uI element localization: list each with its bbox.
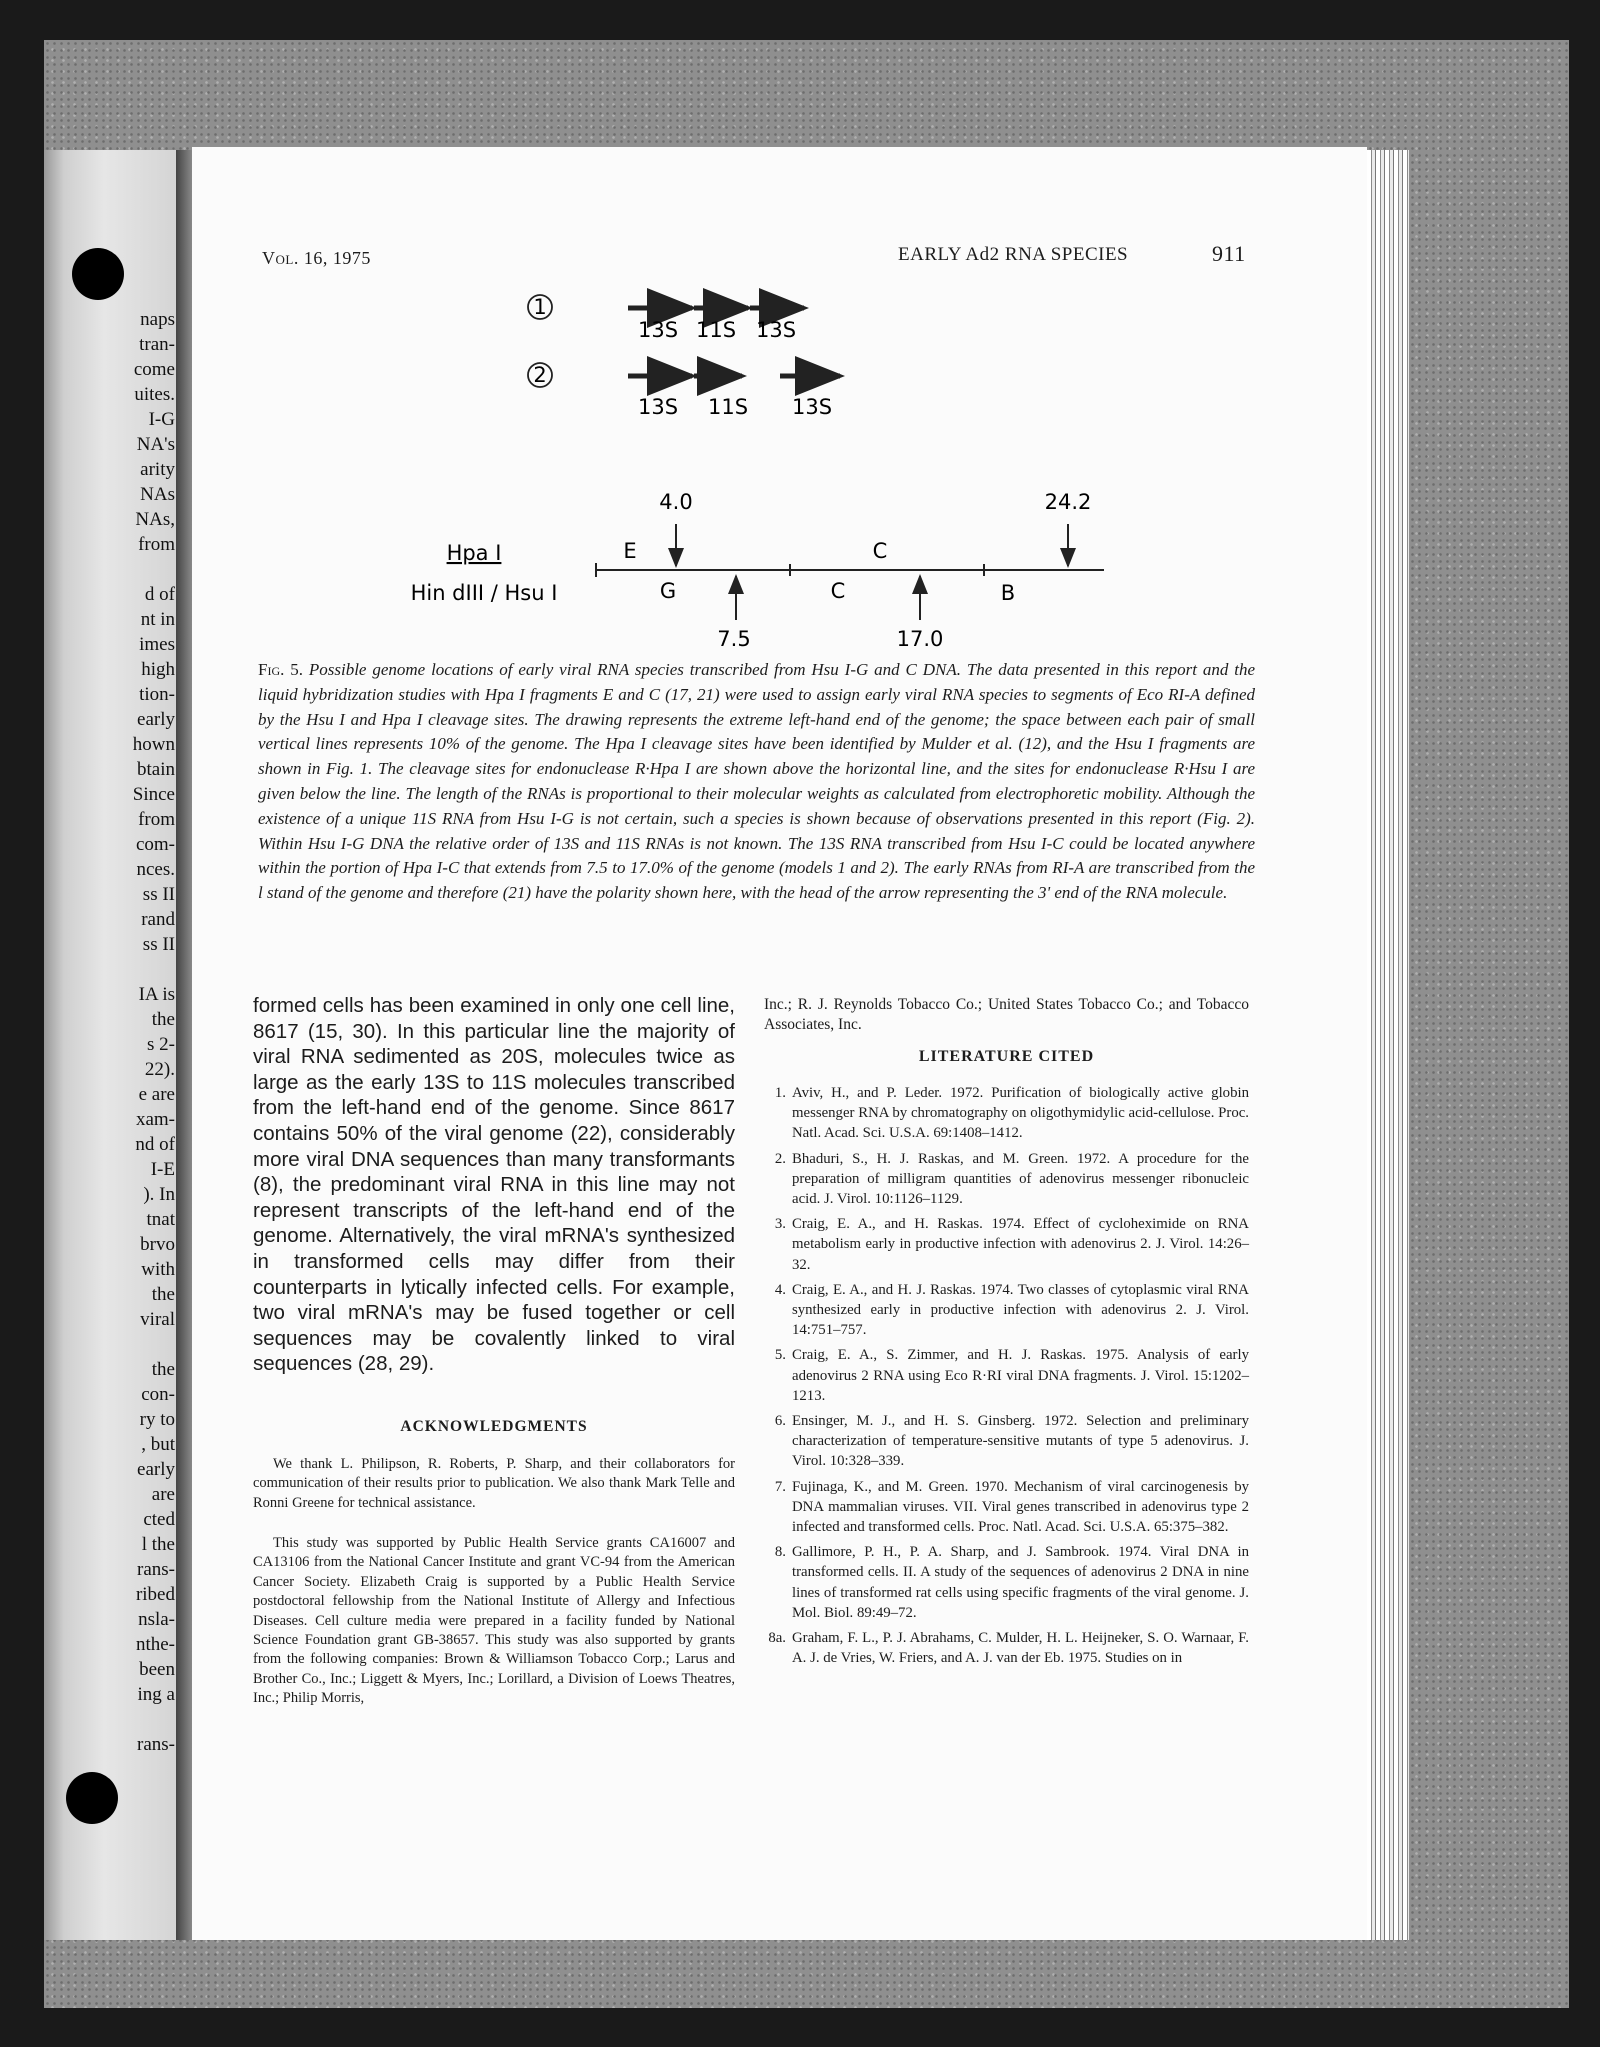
facing-page-line: cted: [143, 1509, 175, 1530]
figure-caption: [258, 658, 1255, 906]
reference-number: 5.: [774, 1347, 786, 1364]
facing-page-line: NAs,: [135, 509, 175, 530]
hsu-site-2: 17.0: [896, 627, 944, 651]
hpa-site-1: 4.0: [659, 490, 693, 514]
facing-page-line: the: [151, 1009, 175, 1030]
facing-page-line: viral: [140, 1309, 175, 1330]
facing-page-line: ss II: [142, 934, 175, 955]
facing-page-line: , but: [141, 1434, 175, 1455]
reference-text: Ensinger, M. J., and H. S. Ginsberg. 1972. Selection and preliminary characterization of temperature-sensitive mutants of type 5 adenovirus. J. Virol. 10:328–339.: [792, 1413, 1249, 1470]
facing-page-line: btain: [137, 759, 175, 780]
reference-item: [764, 1280, 1249, 1341]
reference-number: 8.: [774, 1544, 786, 1561]
reference-text: Craig, E. A., and H. J. Raskas. 1974. Two classes of cytoplasmic viral RNA synthesized early in productive infection with adenovirus 2. J. Virol. 14:751–757.: [792, 1281, 1249, 1339]
facing-page-line: been: [139, 1659, 175, 1680]
facing-page-line: tion-: [139, 684, 175, 705]
literature-heading: LITERATURE CITED: [918, 1048, 1095, 1065]
fragment-below-1: G: [659, 579, 677, 603]
facing-page-line: brvo: [140, 1234, 175, 1255]
reference-item: [764, 1083, 1249, 1144]
model-2-rna-1: 13S: [637, 395, 679, 419]
facing-page-line: with: [141, 1259, 175, 1280]
caption-lead: Fig. 5.: [258, 660, 303, 679]
reference-text: Craig, E. A., S. Zimmer, and H. J. Raskas. 1975. Analysis of early adenovirus 2 RNA using Eco R·RI viral DNA fragments. J. Virol. 15:1202–1213.: [792, 1347, 1249, 1404]
facing-page-line: uites.: [134, 384, 175, 405]
reference-item: [764, 1477, 1249, 1538]
facing-page-line: nt in: [140, 609, 175, 630]
reference-number: 7.: [774, 1478, 786, 1495]
reference-item: [764, 1149, 1249, 1210]
facing-page-line: rand: [141, 909, 175, 930]
facing-page-line: con-: [141, 1384, 175, 1405]
reference-number: 3.: [774, 1216, 786, 1233]
facing-page-line: rans-: [137, 1734, 175, 1755]
facing-page-line: e are: [138, 1084, 175, 1105]
facing-page-line: high: [141, 659, 175, 680]
binder-hole-top: [72, 248, 124, 300]
model-2-rna-3: 13S: [791, 395, 833, 419]
fragment-below-3: B: [1000, 581, 1016, 605]
acknowledgments-continued: Inc.; R. J. Reynolds Tobacco Co.; United States Tobacco Co.; and Tobacco Associates, Inc.: [764, 996, 1249, 1033]
facing-page-line: from: [138, 809, 175, 830]
running-title: EARLY Ad2 RNA SPECIES: [898, 244, 1129, 265]
reference-text: Aviv, H., and P. Leder. 1972. Purification of biologically active globin messenger RNA by chromatography on oligothymidylic acid-cellulose. Proc. Natl. Acad. Sci. U.S.A. 69:1408–1412.: [792, 1085, 1249, 1142]
facing-page-line: ). In: [143, 1184, 175, 1205]
facing-page-line: d of: [144, 584, 175, 605]
facing-page-line: ss II: [142, 884, 175, 905]
model-1-rna-1: 13S: [637, 318, 679, 342]
binder-hole-bottom: [66, 1772, 118, 1824]
facing-page-line: early: [137, 709, 175, 730]
hpa-site-2: 24.2: [1044, 490, 1092, 514]
facing-page-line: tran-: [139, 334, 175, 355]
fragment-above-2: C: [872, 539, 888, 563]
facing-page-line: hown: [132, 734, 175, 755]
model-2-label: 2: [533, 363, 547, 387]
volume-label: Vol. 16, 1975: [262, 248, 371, 268]
facing-page-line: ing a: [137, 1684, 175, 1705]
hpa-label: Hpa I: [446, 541, 502, 565]
facing-page-line: s 2-: [147, 1034, 175, 1055]
facing-page-line: I-E: [150, 1159, 175, 1180]
facing-page-line: I-G: [148, 409, 175, 430]
facing-page-line: com-: [135, 834, 175, 855]
reference-number: 1.: [774, 1085, 786, 1101]
acknowledgments-p2: This study was supported by Public Health Service grants CA16007 and CA13106 from the National Cancer Institute and grant VC-94 from the American Cancer Society. Elizabeth Craig is supported by a Public Health Service postdoctoral fellowship from the National Institute of Allergy and Infectious Diseases. Cell culture media were prepared in a facility funded by National Science Foundation grant GB-38657. This study was also supported by grants from the following companies: Brown & Williamson Tobacco Corp.; Larus and Brother Co., Inc.; Liggett & Myers, Inc.; Lorillard, a Division of Loews Theatres, Inc.; Philip Morris,: [253, 1535, 735, 1707]
hsu-site-1: 7.5: [717, 627, 751, 651]
reference-text: Craig, E. A., and H. Raskas. 1974. Effect of cycloheximide on RNA metabolism early in productive infection with adenovirus 2. J. Virol. 14:26–32.: [792, 1216, 1249, 1273]
reference-item: [764, 1345, 1249, 1406]
facing-page-line: nsla-: [138, 1609, 175, 1630]
facing-page-line: ribed: [135, 1584, 175, 1605]
reference-text: Bhaduri, S., H. J. Raskas, and M. Green. 1972. A procedure for the preparation of milligram quantities of adenovirus messenger ribonucleic acid. J. Virol. 10:1126–1129.: [792, 1150, 1249, 1208]
facing-page-line: ry to: [139, 1409, 175, 1430]
page-stack-edges: [1367, 150, 1409, 1940]
reference-text: Fujinaga, K., and M. Green. 1970. Mechanism of viral carcinogenesis by DNA mammalian viruses. VII. Viral genes transcribed in adenovirus type 2 infected and transformed cells. Proc. Natl. Acad. Sci. U.S.A. 65:375–382.: [792, 1478, 1249, 1536]
facing-page-line: arity: [140, 459, 175, 480]
facing-page-line: the: [151, 1359, 175, 1380]
facing-page-line: from: [138, 534, 175, 555]
facing-page-line: Since: [132, 784, 175, 805]
model-1-label: 1: [533, 295, 547, 319]
facing-page-line: NAs: [140, 484, 175, 505]
reference-number: 2.: [774, 1150, 786, 1167]
facing-page-line: come: [133, 359, 175, 380]
facing-page-line: IA is: [138, 984, 175, 1005]
reference-number: 6.: [774, 1413, 786, 1430]
facing-page-line: nd of: [135, 1134, 175, 1155]
facing-page-line: early: [137, 1459, 175, 1480]
reference-item: [764, 1411, 1249, 1472]
fragment-above-1: E: [623, 539, 637, 563]
facing-page-line: nthe-: [135, 1634, 175, 1655]
facing-page-edge: [44, 150, 179, 1940]
model-1-rna-3: 13S: [755, 318, 797, 342]
facing-page-line: the: [151, 1284, 175, 1305]
facing-page-line: xam-: [135, 1109, 175, 1130]
facing-page-line: nces.: [136, 859, 175, 880]
genome-map-figure: [380, 280, 1140, 660]
page-number: 911: [1212, 241, 1246, 266]
facing-page-line: NA's: [136, 434, 175, 455]
reference-text: Gallimore, P. H., P. A. Sharp, and J. Sambrook. 1974. Viral DNA in transformed cells. II. A study of the sequences of adenovirus 2 DNA in nine lines of transformed rat cells using specific fragments of the viral genome. J. Mol. Biol. 89:49–72.: [792, 1544, 1249, 1621]
reference-item: [764, 1542, 1249, 1623]
facing-page-line: 22).: [144, 1059, 175, 1080]
facing-page-line: imes: [139, 634, 175, 655]
reference-item: [764, 1214, 1249, 1275]
hin-hsu-label: Hin dIII / Hsu I: [410, 581, 558, 605]
facing-page-line: are: [151, 1484, 175, 1505]
model-2-rna-2: 11S: [707, 395, 749, 419]
reference-list: [764, 1083, 1249, 1673]
reference-number: 4.: [774, 1281, 786, 1298]
acknowledgments-p1: We thank L. Philipson, R. Roberts, P. Sharp, and their collaborators for communication of their results prior to publication. We also thank Mark Telle and Ronni Greene for technical assistance.: [253, 1456, 735, 1511]
caption-text: Possible genome locations of early viral RNA species transcribed from Hsu I-G and C DNA. The data presented in this report and the liquid hybridization studies with Hpa I fragments E and C (17, 21) were used to assign early viral RNA species to segments of Eco RI-A defined by the Hsu I and Hpa I cleavage sites. The drawing represents the extreme left-hand end of the genome; the space between each pair of small vertical lines represents 10% of the genome. The Hpa I cleavage sites have been identified by Mulder et al. (12), and the Hsu I fragments are shown in Fig. 1. The cleavage sites for endonuclease R·Hpa I are shown above the horizontal line, and the sites for endonuclease R·Hsu I are given below the line. The length of the RNAs is proportional to their molecular weights as calculated from electrophoretic mobility. Although the existence of a unique 11S RNA from Hsu I-G is not certain, such a species is shown because of observations presented in this report (Fig. 2). Within Hsu I-G DNA the relative order of 13S and 11S RNAs is not known. The 13S RNA transcribed from Hsu I-C could be located anywhere within the portion of Hpa I-C that extends from 7.5 to 17.0% of the genome (models 1 and 2). The early RNAs from RI-A are transcribed from the l stand of the genome and therefore (21) have the polarity shown here, with the head of the arrow representing the 3' end of the RNA molecule.: [258, 660, 1256, 903]
reference-number: 8a.: [768, 1630, 786, 1647]
reference-item: [764, 1628, 1249, 1668]
facing-page-line: tnat: [146, 1209, 175, 1230]
fragment-below-2: C: [830, 579, 846, 603]
facing-page-line: l the: [141, 1534, 175, 1555]
acknowledgments-heading: ACKNOWLEDGMENTS: [400, 1418, 588, 1435]
reference-text: Graham, F. L., P. J. Abrahams, C. Mulder, H. L. Heijneker, S. O. Warnaar, F. A. J. de Vries, W. Friers, and A. J. van der Eb. 1975. Studies on in: [792, 1630, 1249, 1667]
facing-page-line: rans-: [137, 1559, 175, 1580]
body-text: formed cells has been examined in only one cell line, 8617 (15, 30). In this particular line the majority of viral RNA sedimented as 20S, molecules twice as large as the early 13S to 11S molecules transcribed from the left-hand end of the genome. Since 8617 contains 50% of the viral genome (22), considerably more viral DNA sequences than many transformants (8), the predominant viral RNA in this line may not represent transcripts of the left-hand end of the genome. Alternatively, the viral mRNA's synthesized in transformed cells may differ from their counterparts in lytically infected cells. For example, two viral mRNA's may be fused together or cell sequences may be covalently linked to viral sequences (28, 29).: [253, 994, 735, 1376]
model-1-rna-2: 11S: [695, 318, 737, 342]
facing-page-line: naps: [140, 309, 175, 330]
